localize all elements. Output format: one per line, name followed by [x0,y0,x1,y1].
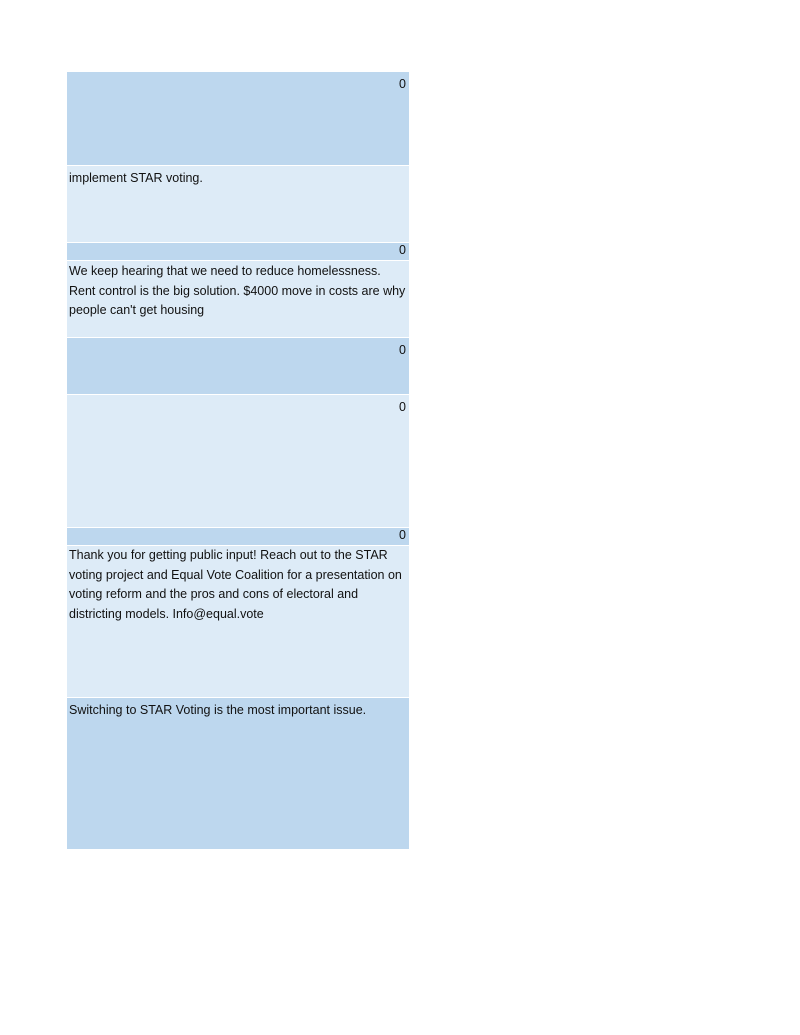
table-cell-comment[interactable]: We keep hearing that we need to reduce homelessness. Rent control is the big solution. $4000 move in costs are why people can't get housing [67,261,409,338]
table-cell-count[interactable]: 0 [67,395,409,528]
table-cell-count[interactable]: 0 [67,72,409,166]
table-cell-comment[interactable]: Thank you for getting public input! Reach out to the STAR voting project and Equal Vote Coalition for a presentation on voting reform and the pros and cons of electoral and districting models. Info@equal.vote [67,546,409,698]
table-cell-count[interactable]: 0 [67,338,409,395]
table-cell-count[interactable]: 0 [67,528,409,546]
table-cell-comment[interactable]: implement STAR voting. [67,166,409,243]
table-cell-count[interactable]: 0 [67,243,409,261]
table-cell-comment[interactable]: Switching to STAR Voting is the most important issue. [67,698,409,849]
spreadsheet-column [67,72,409,849]
